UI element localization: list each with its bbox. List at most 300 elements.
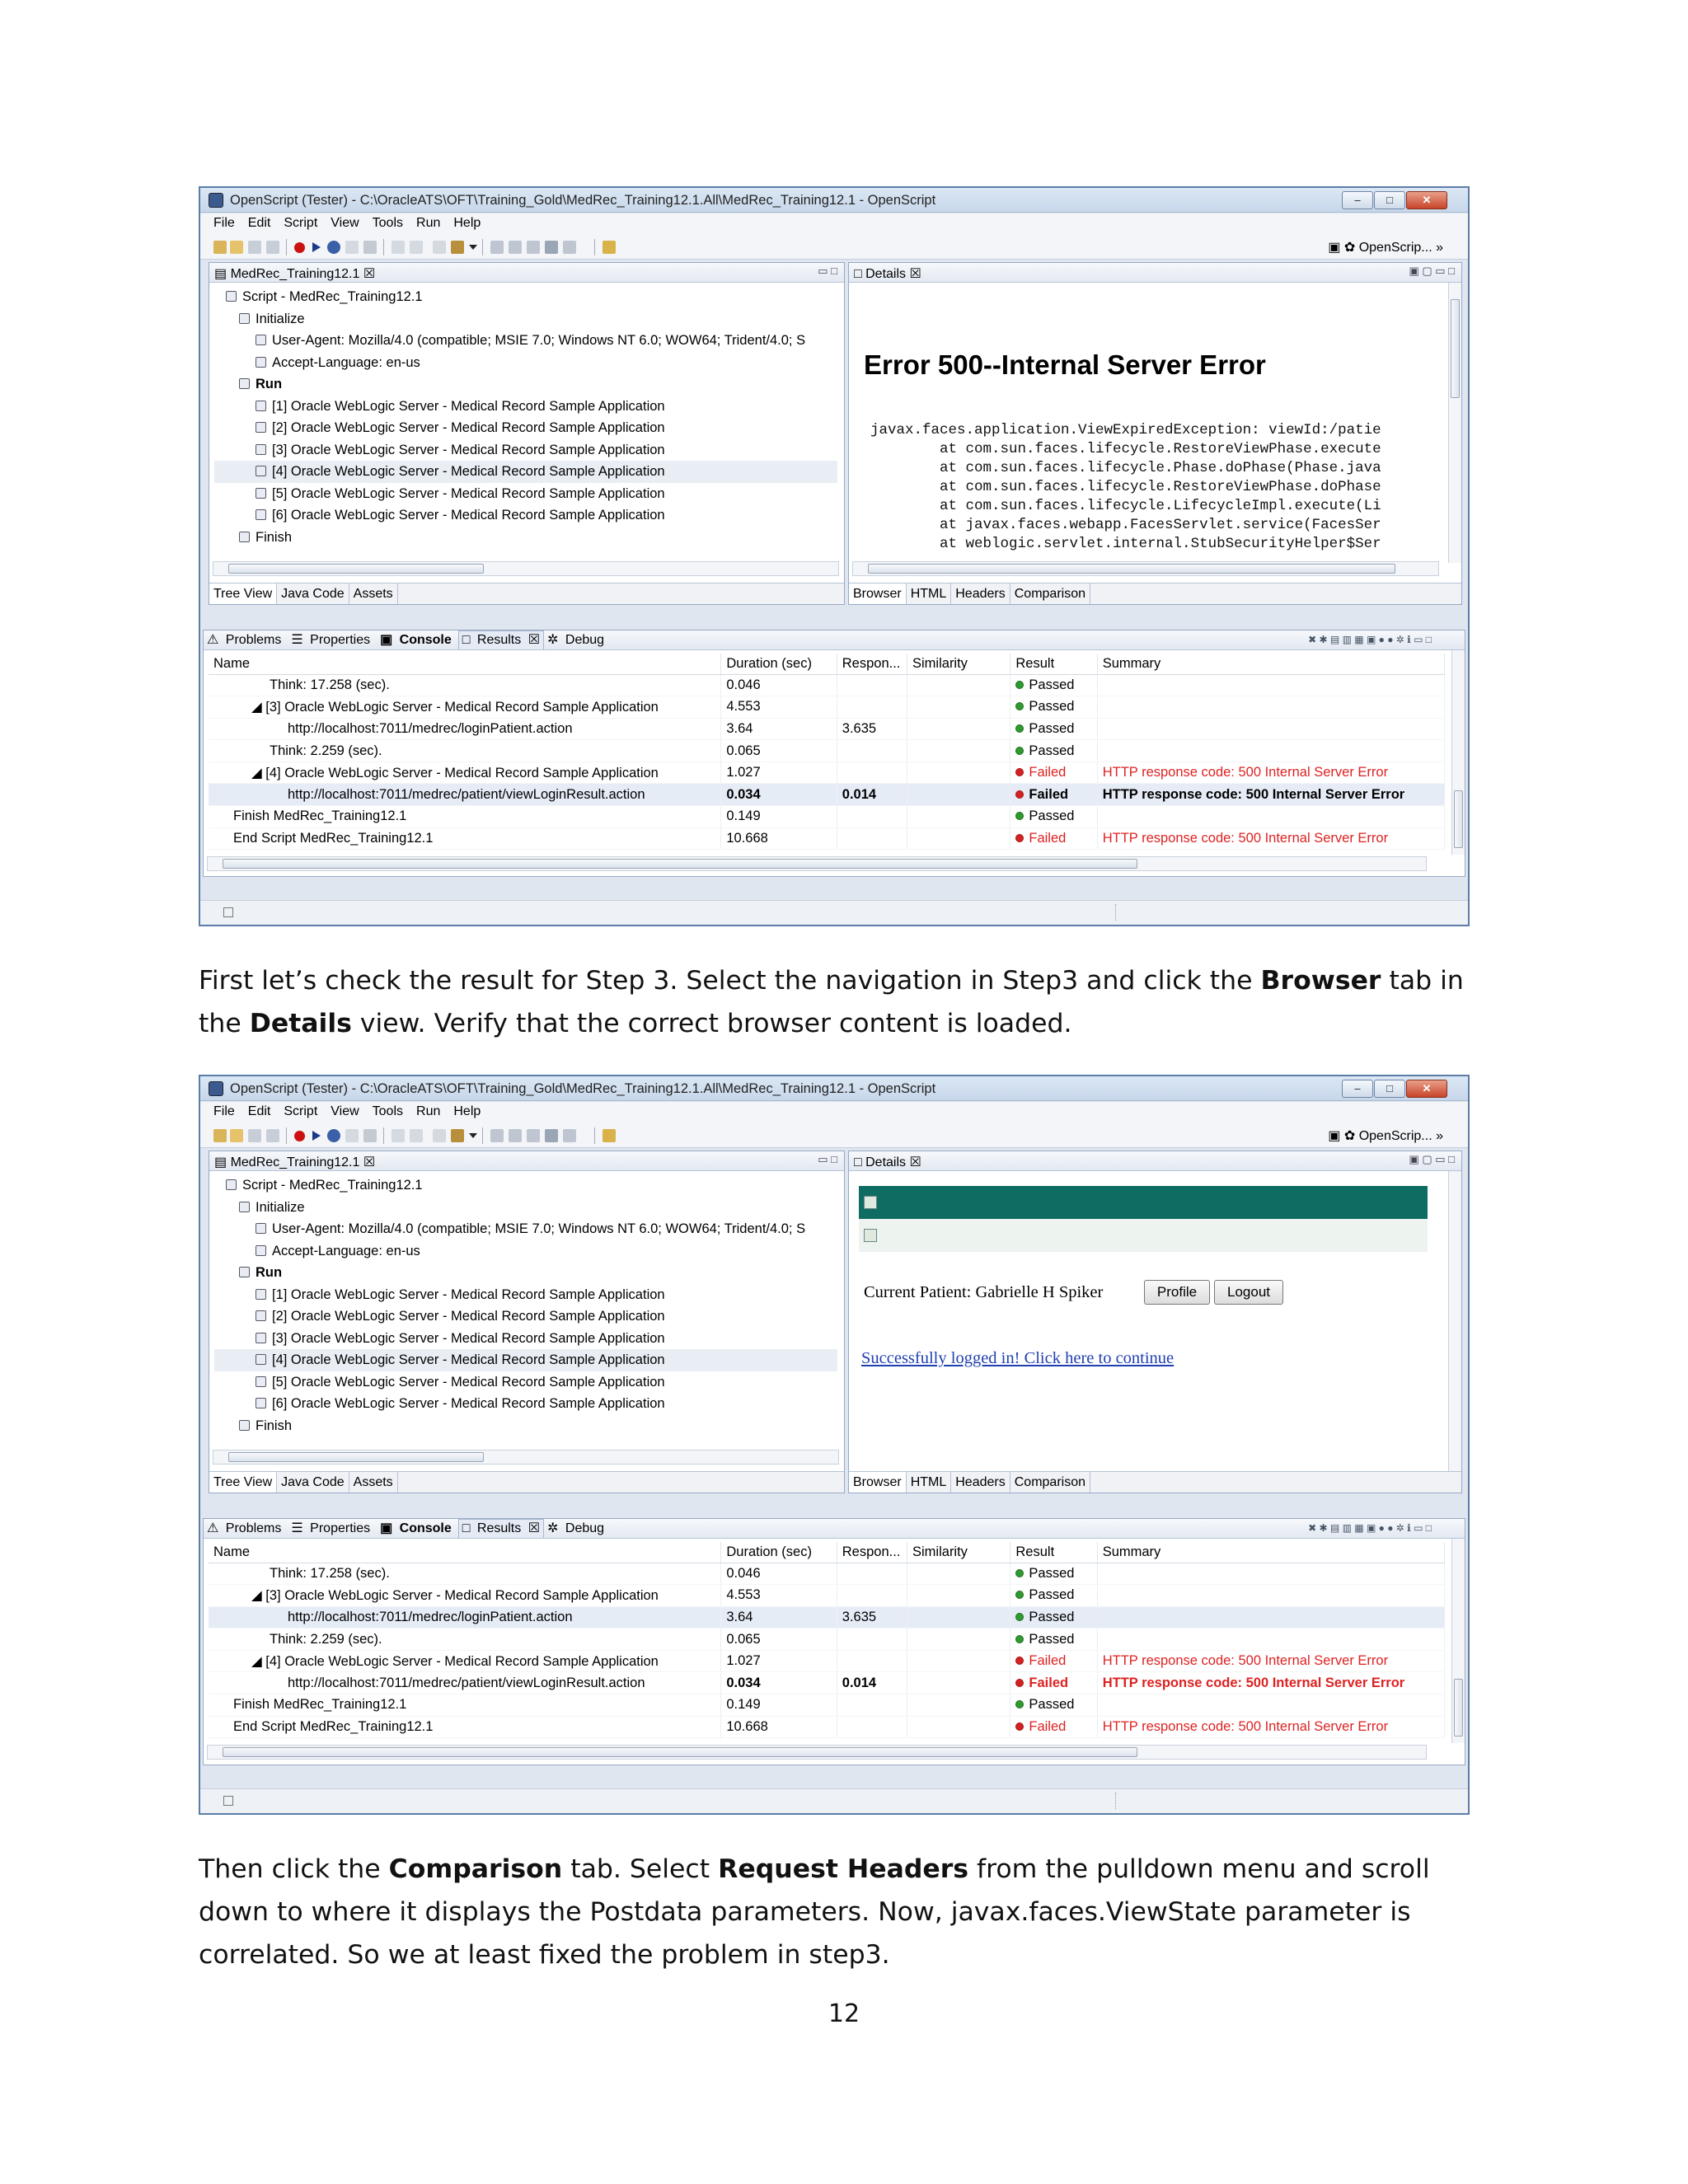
tab-console[interactable]: ▣ Console: [377, 631, 458, 649]
tree-node[interactable]: [214, 527, 837, 549]
table-row[interactable]: [209, 1585, 1445, 1607]
script-pane-header: [209, 263, 844, 283]
play-icon[interactable]: [312, 242, 321, 252]
results-table: [209, 654, 1445, 850]
pause-icon[interactable]: [345, 241, 359, 254]
iterate-icon[interactable]: [327, 1129, 340, 1142]
cell-result: [1010, 1585, 1097, 1607]
tab-comparison[interactable]: Comparison: [1010, 583, 1090, 604]
passed-status-icon: [1015, 1613, 1024, 1621]
summary-text: HTTP response code: 500 Internal Server Error: [1102, 1718, 1389, 1734]
tree-node[interactable]: [214, 308, 837, 330]
column-header[interactable]: Duration (sec): [721, 654, 837, 674]
tree-node[interactable]: [214, 1371, 837, 1394]
result-text: Failed: [1029, 786, 1069, 802]
profile-button[interactable]: Profile: [1144, 1280, 1210, 1305]
view-icon[interactable]: [563, 1129, 576, 1142]
view-icon[interactable]: [509, 241, 522, 254]
cell-duration: [721, 1694, 837, 1717]
save-icon[interactable]: [248, 1129, 261, 1142]
menu-edit[interactable]: Edit: [247, 216, 271, 230]
tree-node[interactable]: [214, 1218, 837, 1240]
passed-status-icon: [1015, 747, 1024, 755]
toolbar-separator: [482, 239, 483, 255]
tab-browser[interactable]: Browser: [849, 1472, 907, 1493]
vertical-scrollbar[interactable]: [1451, 650, 1465, 855]
horizontal-scrollbar[interactable]: [207, 1745, 1427, 1760]
response-value: 3.635: [842, 1609, 877, 1624]
tree-node[interactable]: [214, 1393, 837, 1415]
page-icon: [256, 1333, 266, 1343]
view-icon[interactable]: [490, 1129, 504, 1142]
record-icon[interactable]: [294, 242, 305, 253]
summary-text: HTTP response code: 500 Internal Server Error: [1102, 1675, 1405, 1690]
tree-node-label: [3] Oracle WebLogic Server - Medical Record Sample Application: [272, 442, 665, 457]
step-over-icon[interactable]: [410, 1129, 423, 1142]
scroll-thumb[interactable]: [223, 859, 1137, 869]
tab-browser[interactable]: Browser: [849, 583, 907, 604]
cell-response: [837, 1629, 907, 1651]
cell-summary: [1097, 784, 1444, 806]
tab-problems[interactable]: ⚠ Problems: [204, 1520, 288, 1538]
toolbar-separator: [383, 1127, 384, 1144]
tree-node[interactable]: [214, 1305, 837, 1328]
cell-duration: [721, 674, 837, 696]
tree-node[interactable]: [214, 1284, 837, 1306]
menu-tools[interactable]: Tools: [372, 216, 404, 230]
wand-icon[interactable]: [603, 241, 616, 254]
row-name: ◢ [4] Oracle WebLogic Server - Medical Record Sample Application: [251, 1653, 659, 1669]
horizontal-scrollbar[interactable]: [213, 561, 839, 576]
column-header[interactable]: Respon...: [837, 654, 907, 674]
tab-problems[interactable]: ⚠ Problems: [204, 631, 288, 649]
menu-tools[interactable]: Tools: [372, 1104, 404, 1118]
duration-value: 0.046: [726, 1565, 761, 1581]
tab-headers[interactable]: Headers: [951, 583, 1010, 604]
section-icon: [239, 378, 250, 389]
cell-name: [209, 1716, 721, 1738]
tab-debug[interactable]: ✲ Debug: [544, 631, 611, 649]
table-row[interactable]: [209, 827, 1445, 850]
tree-node[interactable]: [214, 373, 837, 396]
tree-node[interactable]: [214, 1197, 837, 1219]
column-header[interactable]: Summary: [1097, 1542, 1444, 1563]
page-number: 12: [828, 1999, 860, 2028]
page-icon: [256, 1310, 266, 1321]
table-row[interactable]: [209, 1694, 1445, 1717]
menu-edit[interactable]: Edit: [247, 1104, 271, 1118]
scroll-thumb[interactable]: [1451, 299, 1460, 398]
passed-status-icon: [1015, 1591, 1024, 1599]
menu-view[interactable]: View: [331, 216, 359, 230]
tree-node[interactable]: [214, 330, 837, 352]
cell-summary: [1097, 696, 1444, 719]
script-tree: [214, 1174, 837, 1436]
continue-link[interactable]: Successfully logged in! Click here to continue: [861, 1349, 1175, 1367]
view-icon[interactable]: [527, 1129, 540, 1142]
cell-duration: [721, 1585, 837, 1607]
tab-comparison[interactable]: Comparison: [1010, 1472, 1090, 1493]
p1-bold-browser: Browser: [1260, 966, 1381, 996]
cell-name: [209, 696, 721, 719]
new-script-icon[interactable]: [213, 241, 227, 254]
row-name: http://localhost:7011/medrec/loginPatient.action: [288, 720, 573, 736]
step-over-icon[interactable]: [410, 241, 423, 254]
maximize-button[interactable]: □: [1374, 1080, 1405, 1098]
page-icon: [256, 1289, 266, 1300]
new-script-icon[interactable]: [213, 1129, 227, 1142]
cell-result: [1010, 1563, 1097, 1585]
view-icon[interactable]: [490, 241, 504, 254]
logout-button[interactable]: Logout: [1214, 1280, 1283, 1305]
row-name: ◢ [4] Oracle WebLogic Server - Medical Record Sample Application: [251, 765, 659, 780]
tab-assets[interactable]: Assets: [349, 1472, 398, 1493]
passed-status-icon: [1015, 812, 1024, 820]
tab-html[interactable]: HTML: [907, 1472, 952, 1493]
tab-headers[interactable]: Headers: [951, 1472, 1010, 1493]
script-tab[interactable]: ▤ MedRec_Training12.1 ☒: [214, 1155, 376, 1169]
menu-run[interactable]: Run: [416, 1104, 441, 1118]
result-text: Passed: [1029, 677, 1075, 692]
cell-duration: [721, 1650, 837, 1672]
toolbar-separator: [594, 239, 595, 255]
tab-properties[interactable]: ☰ Properties: [288, 631, 377, 649]
scroll-thumb[interactable]: [1454, 1679, 1463, 1736]
tab-problems-label: Problems: [225, 1521, 282, 1535]
tree-node-label: [4] Oracle WebLogic Server - Medical Record Sample Application: [272, 464, 665, 479]
page-icon: [256, 466, 266, 476]
cell-similarity: [907, 1650, 1010, 1672]
table-row[interactable]: [209, 1606, 1445, 1629]
cell-response: [837, 806, 907, 828]
cell-response: [837, 1585, 907, 1607]
save-icon[interactable]: [248, 241, 261, 254]
menu-help[interactable]: Help: [453, 1104, 481, 1118]
tab-console-label: Console: [399, 1521, 452, 1535]
cell-response: [837, 696, 907, 719]
table-row[interactable]: [209, 1650, 1445, 1672]
column-header[interactable]: Name: [209, 654, 721, 674]
cell-name: [209, 718, 721, 740]
column-header[interactable]: Result: [1010, 1542, 1097, 1563]
horizontal-scrollbar[interactable]: [207, 856, 1427, 871]
cell-name: [209, 827, 721, 850]
passed-status-icon: [1015, 1569, 1024, 1577]
tab-tree-view[interactable]: Tree View: [209, 1472, 277, 1493]
step-icon[interactable]: [392, 241, 405, 254]
pane-controls[interactable]: ▭ □: [818, 265, 837, 277]
open-icon[interactable]: [230, 1129, 243, 1142]
column-header[interactable]: Name: [209, 1542, 721, 1563]
menu-file[interactable]: File: [213, 1104, 235, 1118]
cell-result: [1010, 718, 1097, 740]
perspective-label: OpenScrip...: [1358, 241, 1432, 255]
perspective-switcher[interactable]: [1328, 239, 1443, 255]
result-text: Passed: [1029, 699, 1075, 715]
minimize-button[interactable]: –: [1342, 1080, 1373, 1098]
cell-result: [1010, 806, 1097, 828]
toolbar-separator: [286, 1127, 287, 1144]
iterate-icon[interactable]: [327, 241, 340, 254]
cell-summary: [1097, 1672, 1444, 1694]
tree-node[interactable]: [214, 286, 837, 308]
add-icon[interactable]: [433, 241, 446, 254]
dropdown-icon[interactable]: [469, 1133, 477, 1138]
p1-text-c: tab in the: [199, 966, 1464, 1038]
pause-icon[interactable]: [345, 1129, 359, 1142]
cell-name: [209, 740, 721, 762]
openscript-app-icon: [209, 193, 223, 208]
column-header[interactable]: Respon...: [837, 1542, 907, 1563]
row-name: Think: 2.259 (sec).: [270, 1631, 382, 1647]
script-tree-pane: [209, 262, 845, 605]
cell-duration: [721, 1716, 837, 1738]
section-icon: [239, 313, 250, 324]
view-icon[interactable]: [545, 1129, 558, 1142]
results-toolbar-icons[interactable]: ✖ ✱ ▤ ▥ ▦ ▣ ● ● ✲ ℹ ▭ □: [1308, 634, 1432, 645]
cell-name: [209, 1694, 721, 1717]
passed-status-icon: [1015, 681, 1024, 689]
column-header[interactable]: Result: [1010, 654, 1097, 674]
close-button[interactable]: ✕: [1406, 1080, 1447, 1098]
dropdown-icon[interactable]: [469, 245, 477, 250]
tree-node[interactable]: [214, 1262, 837, 1284]
perspective-icon: ▣ ✿: [1328, 1129, 1359, 1143]
duration-value: 1.027: [726, 1653, 761, 1669]
tab-tree-view[interactable]: Tree View: [209, 583, 277, 604]
duration-value: 3.64: [726, 720, 753, 736]
p2-bold-comparison: Comparison: [388, 1854, 563, 1884]
tab-properties[interactable]: ☰ Properties: [288, 1520, 377, 1538]
table-row[interactable]: [209, 674, 1445, 696]
table-row[interactable]: [209, 696, 1445, 719]
view-icon[interactable]: [563, 241, 576, 254]
row-name: Finish MedRec_Training12.1: [233, 808, 407, 824]
toolbar-separator: [482, 1127, 483, 1144]
scroll-thumb[interactable]: [1454, 790, 1463, 848]
column-header[interactable]: Similarity: [907, 1542, 1010, 1563]
menu-view[interactable]: View: [331, 1104, 359, 1118]
cell-similarity: [907, 740, 1010, 762]
cell-response: [837, 718, 907, 740]
section-icon: [239, 1267, 250, 1277]
tree-node[interactable]: [214, 439, 837, 462]
cell-response: [837, 1606, 907, 1629]
tree-node[interactable]: [214, 1240, 837, 1263]
column-header[interactable]: Duration (sec): [721, 1542, 837, 1563]
result-text: Passed: [1029, 1565, 1075, 1581]
result-text: Failed: [1029, 1718, 1067, 1734]
tab-debug-label: Debug: [565, 1521, 605, 1535]
status-icon: [223, 1796, 233, 1806]
tree-node-label: [3] Oracle WebLogic Server - Medical Record Sample Application: [272, 1330, 665, 1346]
pane-controls[interactable]: ▭ □: [818, 1153, 837, 1165]
tree-node[interactable]: [214, 417, 837, 439]
row-name: Finish MedRec_Training12.1: [233, 1697, 407, 1713]
tab-results[interactable]: □ Results ☒: [458, 1519, 544, 1538]
column-header[interactable]: Similarity: [907, 654, 1010, 674]
tree-node-label: Finish: [256, 1418, 293, 1433]
tab-assets[interactable]: Assets: [349, 583, 398, 604]
tab-problems-label: Problems: [225, 633, 282, 647]
result-text: Passed: [1029, 1631, 1075, 1647]
tab-properties-label: Properties: [310, 1521, 371, 1535]
table-row[interactable]: [209, 1716, 1445, 1738]
script-tab[interactable]: ▤ MedRec_Training12.1 ☒: [214, 267, 376, 281]
tree-node[interactable]: [214, 1174, 837, 1197]
gear-icon[interactable]: [451, 1129, 464, 1142]
table-row[interactable]: [209, 1563, 1445, 1585]
row-name: Think: 17.258 (sec).: [270, 677, 390, 692]
cell-duration: [721, 1672, 837, 1694]
table-row[interactable]: [209, 1672, 1445, 1694]
horizontal-scrollbar[interactable]: [852, 561, 1439, 576]
tree-node[interactable]: [214, 396, 837, 418]
scroll-thumb[interactable]: [228, 1452, 484, 1462]
cell-duration: [721, 1629, 837, 1651]
toolbar-separator: [594, 1127, 595, 1144]
tab-java-code[interactable]: Java Code: [277, 583, 349, 604]
result-text: Passed: [1029, 720, 1075, 736]
paragraph-2: [199, 1848, 1484, 1976]
table-row[interactable]: [209, 740, 1445, 762]
stack-trace: javax.faces.application.ViewExpiredException: viewId:/patie at com.sun.faces.lifecycle.RestoreViewPhase.execute at com.sun.faces.lifecycle.Phase.doPhase(Phase.java at com.sun.faces.lifecycle.RestoreViewPhase.doPhase at com.sun.faces.lifecycle.LifecycleImpl.execute(Li at javax.faces.webapp.FacesServlet.service(FacesSer at weblogic.servlet.internal.StubSecurityHelper$Ser: [870, 422, 1381, 552]
cell-result: [1010, 1629, 1097, 1651]
menu-run[interactable]: Run: [416, 216, 441, 230]
failed-status-icon: [1015, 1722, 1024, 1731]
cell-result: [1010, 1716, 1097, 1738]
summary-text: HTTP response code: 500 Internal Server Error: [1102, 1653, 1389, 1669]
play-icon[interactable]: [312, 1131, 321, 1141]
cell-duration: [721, 784, 837, 806]
table-row[interactable]: [209, 806, 1445, 828]
openscript-app-icon: [209, 1081, 223, 1096]
minimize-button[interactable]: –: [1342, 191, 1373, 209]
menu-bar: [200, 213, 1468, 233]
tab-results[interactable]: □ Results ☒: [458, 630, 544, 649]
stop-icon[interactable]: [363, 1129, 377, 1142]
details-tab-label: Details: [865, 1155, 907, 1169]
tree-node[interactable]: [214, 1328, 837, 1350]
response-value: 0.014: [842, 1675, 877, 1690]
cell-result: [1010, 827, 1097, 850]
cell-response: [837, 784, 907, 806]
result-text: Passed: [1029, 1697, 1075, 1713]
table-row[interactable]: [209, 784, 1445, 806]
cell-summary: [1097, 674, 1444, 696]
stop-icon[interactable]: [363, 241, 377, 254]
cell-summary: [1097, 1694, 1444, 1717]
menu-bar: [200, 1102, 1468, 1122]
cell-result: [1010, 1606, 1097, 1629]
passed-status-icon: [1015, 1635, 1024, 1643]
duration-value: 0.034: [726, 786, 761, 802]
tree-node-selected[interactable]: [214, 1349, 837, 1371]
add-icon[interactable]: [433, 1129, 446, 1142]
column-header[interactable]: Summary: [1097, 654, 1444, 674]
tree-node[interactable]: [214, 1415, 837, 1437]
scroll-thumb[interactable]: [868, 564, 1395, 574]
menu-script[interactable]: Script: [284, 1104, 318, 1118]
row-name: End Script MedRec_Training12.1: [233, 1718, 434, 1734]
duration-value: 10.668: [726, 830, 768, 846]
menu-help[interactable]: Help: [453, 216, 481, 230]
cell-duration: [721, 696, 837, 719]
cell-result: [1010, 674, 1097, 696]
wand-icon[interactable]: [603, 1129, 616, 1142]
gear-icon[interactable]: [451, 241, 464, 254]
tab-debug[interactable]: ✲ Debug: [544, 1520, 611, 1538]
perspective-icon: ▣ ✿: [1328, 241, 1359, 255]
error-heading: Error 500--Internal Server Error: [864, 349, 1266, 380]
duration-value: 4.553: [726, 1587, 761, 1603]
p2-bold-request-headers: Request Headers: [718, 1854, 969, 1884]
header-icon: [256, 1245, 266, 1256]
pane-controls[interactable]: ▣ ▢ ▭ □: [1409, 1153, 1455, 1165]
tree-node[interactable]: [214, 483, 837, 505]
pane-controls[interactable]: ▣ ▢ ▭ □: [1409, 265, 1455, 277]
vertical-scrollbar[interactable]: [1451, 1539, 1465, 1743]
table-row[interactable]: [209, 762, 1445, 784]
maximize-button[interactable]: □: [1374, 191, 1405, 209]
details-view-tabs: [849, 1471, 1461, 1493]
menu-file[interactable]: File: [213, 216, 235, 230]
table-row[interactable]: [209, 1629, 1445, 1651]
view-icon[interactable]: [527, 241, 540, 254]
print-icon[interactable]: [266, 241, 279, 254]
status-bar: [200, 900, 1468, 925]
p2-text-e: from the pulldown menu and scroll down to where it displays the Postdata parameters. Now, javax.faces.ViewState parameter is correlated. So we at least fixed the problem in step3.: [199, 1854, 1430, 1970]
close-button[interactable]: ✕: [1406, 191, 1447, 209]
header-icon: [256, 335, 266, 345]
menu-script[interactable]: Script: [284, 216, 318, 230]
results-toolbar-icons[interactable]: ✖ ✱ ▤ ▥ ▦ ▣ ● ● ✲ ℹ ▭ □: [1308, 1522, 1432, 1534]
cell-response: [837, 1694, 907, 1717]
page-icon: [256, 1398, 266, 1408]
tree-node-label: [6] Oracle WebLogic Server - Medical Record Sample Application: [272, 1396, 665, 1411]
cell-name: [209, 784, 721, 806]
perspective-more-icon: »: [1436, 1129, 1443, 1143]
result-text: Passed: [1029, 808, 1075, 824]
scroll-thumb[interactable]: [223, 1747, 1137, 1757]
view-icon[interactable]: [545, 241, 558, 254]
scroll-thumb[interactable]: [228, 564, 484, 574]
details-tab[interactable]: □ Details ☒: [854, 1155, 921, 1169]
script-tree-pane: [209, 1151, 845, 1493]
perspective-switcher[interactable]: [1328, 1127, 1443, 1144]
open-icon[interactable]: [230, 241, 243, 254]
tree-node[interactable]: [214, 504, 837, 527]
vertical-scrollbar[interactable]: [1448, 1171, 1461, 1473]
step-icon[interactable]: [392, 1129, 405, 1142]
print-icon[interactable]: [266, 1129, 279, 1142]
tree-node-label: [1] Oracle WebLogic Server - Medical Record Sample Application: [272, 398, 665, 414]
details-tab[interactable]: □ Details ☒: [854, 267, 921, 281]
tab-java-code[interactable]: Java Code: [277, 1472, 349, 1493]
record-icon[interactable]: [294, 1131, 305, 1141]
view-icon[interactable]: [509, 1129, 522, 1142]
page-icon: [256, 444, 266, 455]
vertical-scrollbar[interactable]: [1448, 283, 1461, 563]
tab-console[interactable]: ▣ Console: [377, 1520, 458, 1538]
table-row[interactable]: [209, 718, 1445, 740]
tree-node[interactable]: [214, 352, 837, 374]
horizontal-scrollbar[interactable]: [213, 1450, 839, 1465]
tab-html[interactable]: HTML: [907, 583, 952, 604]
duration-value: 10.668: [726, 1718, 768, 1734]
cell-summary: [1097, 1606, 1444, 1629]
tree-node-selected[interactable]: [214, 461, 837, 483]
